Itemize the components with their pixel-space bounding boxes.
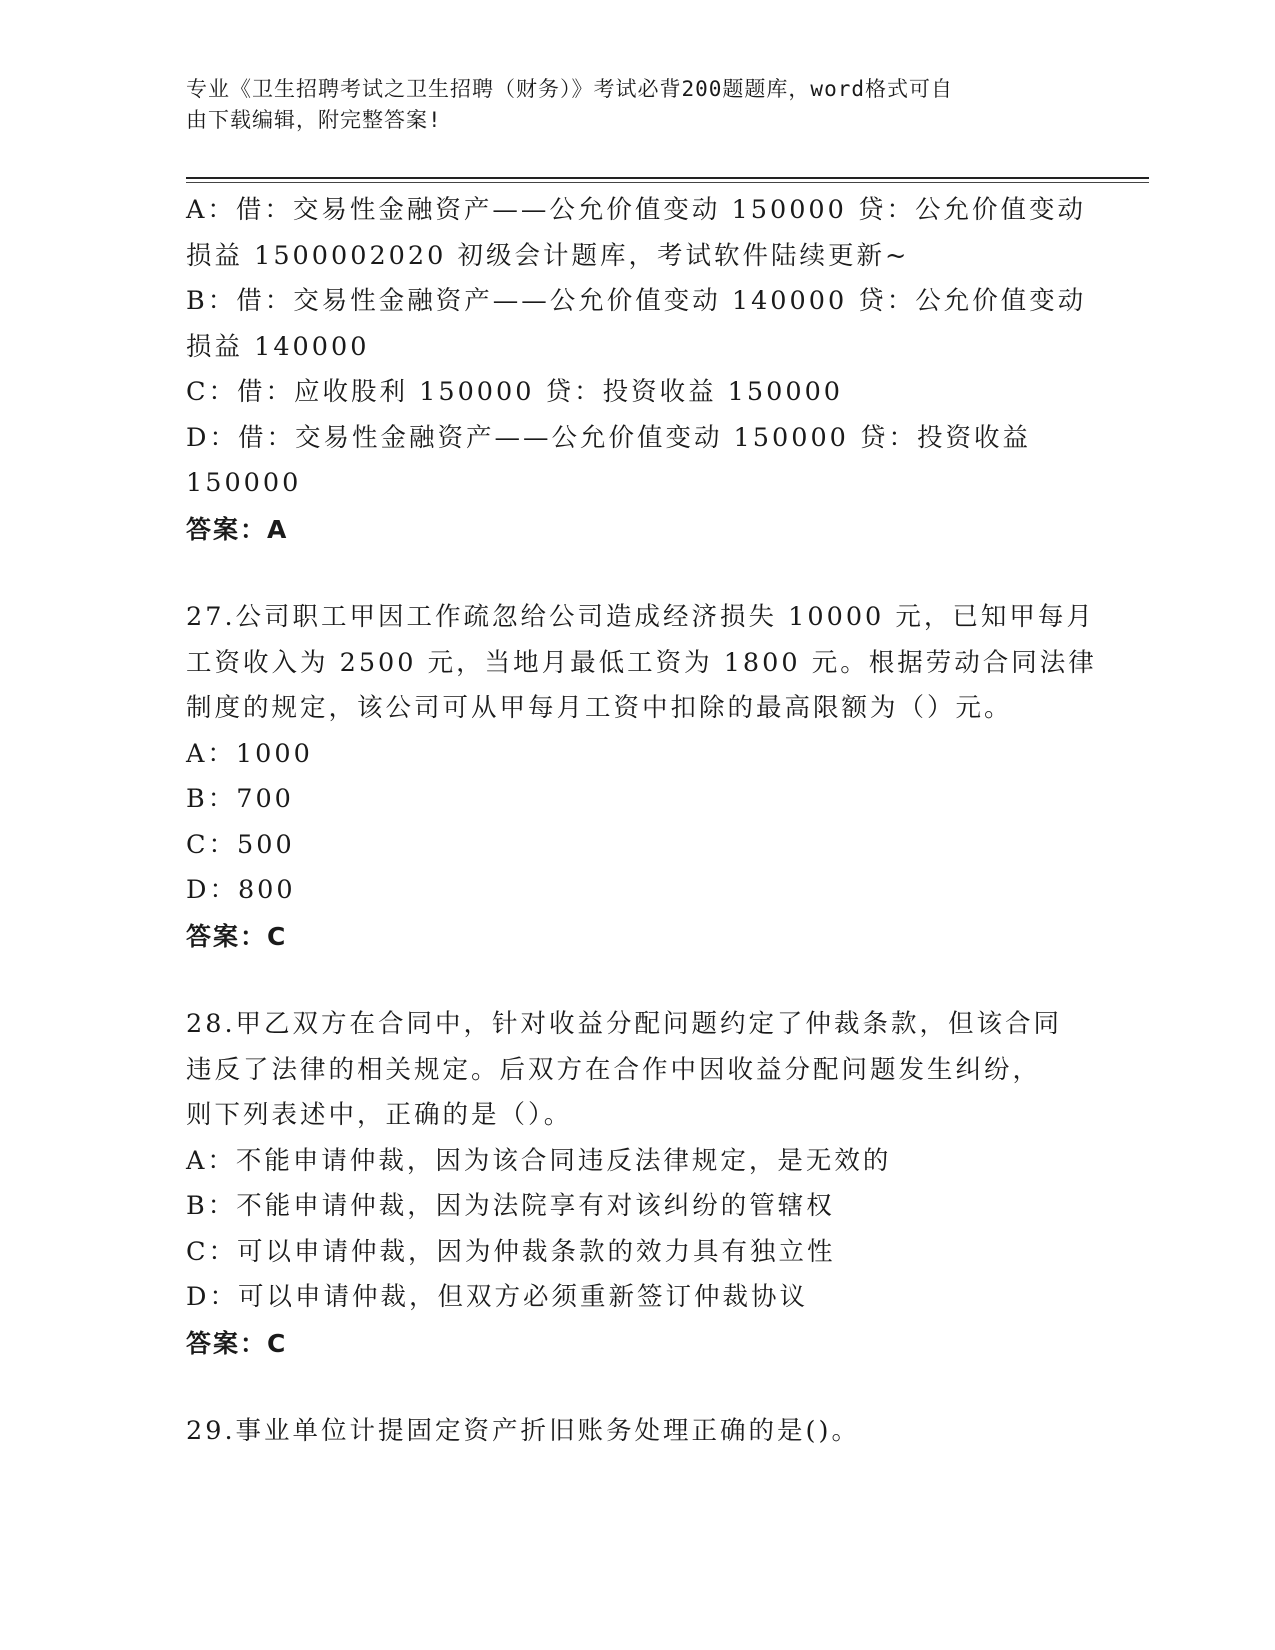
block-spacer [186,959,1086,1002]
header-line-2: 由下载编辑，附完整答案! [186,108,442,132]
option-line: B：借：交易性金融资产——公允价值变动 140000 贷：公允价值变动 [186,286,1087,316]
option-line: 150000 [186,468,302,498]
option-line: 损益 1500002020 初级会计题库，考试软件陆续更新~ [186,240,910,271]
option-line: A：借：交易性金融资产——公允价值变动 150000 贷：公允价值变动 [186,195,1086,225]
header-divider-thin [186,182,1149,183]
question-text: 工资收入为 2500 元，当地月最低工资为 1800 元。根据劳动合同法律 [186,647,1097,678]
header-divider-thick [186,177,1149,179]
answer-label: 答案：A [186,514,289,544]
option-line: B：700 [186,784,294,814]
question-text: 制度的规定，该公司可从甲每月工资中扣除的最高限额为（）元。 [186,693,1013,723]
option-line: D：借：交易性金融资产——公允价值变动 150000 贷：投资收益 [186,422,1032,453]
question-text: 28.甲乙双方在合同中，针对收益分配问题约定了仲裁条款，但该合同 [186,1009,1063,1039]
option-line: 损益 140000 [186,331,370,362]
answer-label: 答案：C [186,921,288,951]
header-line-1: 专业《卫生招聘考试之卫生招聘（财务）》考试必背200题题库，word格式可自 [186,77,953,101]
document-header [186,74,1066,136]
option-line: A：不能申请仲裁，因为该合同违反法律规定，是无效的 [186,1145,892,1176]
block-spacer [186,1366,1086,1409]
question-block [186,595,1097,959]
option-line: A：1000 [186,738,313,769]
option-line: C：500 [186,829,295,860]
option-line: C：可以申请仲裁，因为仲裁条款的效力具有独立性 [186,1236,836,1267]
question-block [186,1409,1086,1455]
block-spacer [186,552,1086,595]
answer-label: 答案：C [186,1328,288,1358]
question-text: 则下列表述中，正确的是（）。 [186,1100,573,1130]
question-text: 27.公司职工甲因工作疏忽给公司造成经济损失 10000 元，已知甲每月 [186,602,1095,632]
option-line: D：可以申请仲裁，但双方必须重新签订仲裁协议 [186,1282,808,1312]
question-text: 29.事业单位计提固定资产折旧账务处理正确的是()。 [186,1416,860,1446]
question-text: 违反了法律的相关规定。后双方在合作中因收益分配问题发生纠纷， [186,1054,1042,1085]
question-block [186,1002,1086,1366]
question-list [186,188,1097,1455]
option-line: B：不能申请仲裁，因为法院享有对该纠纷的管辖权 [186,1191,835,1221]
option-line: C：借：应收股利 150000 贷：投资收益 150000 [186,377,844,407]
option-line: D：800 [186,875,296,905]
question-block [186,188,1086,552]
